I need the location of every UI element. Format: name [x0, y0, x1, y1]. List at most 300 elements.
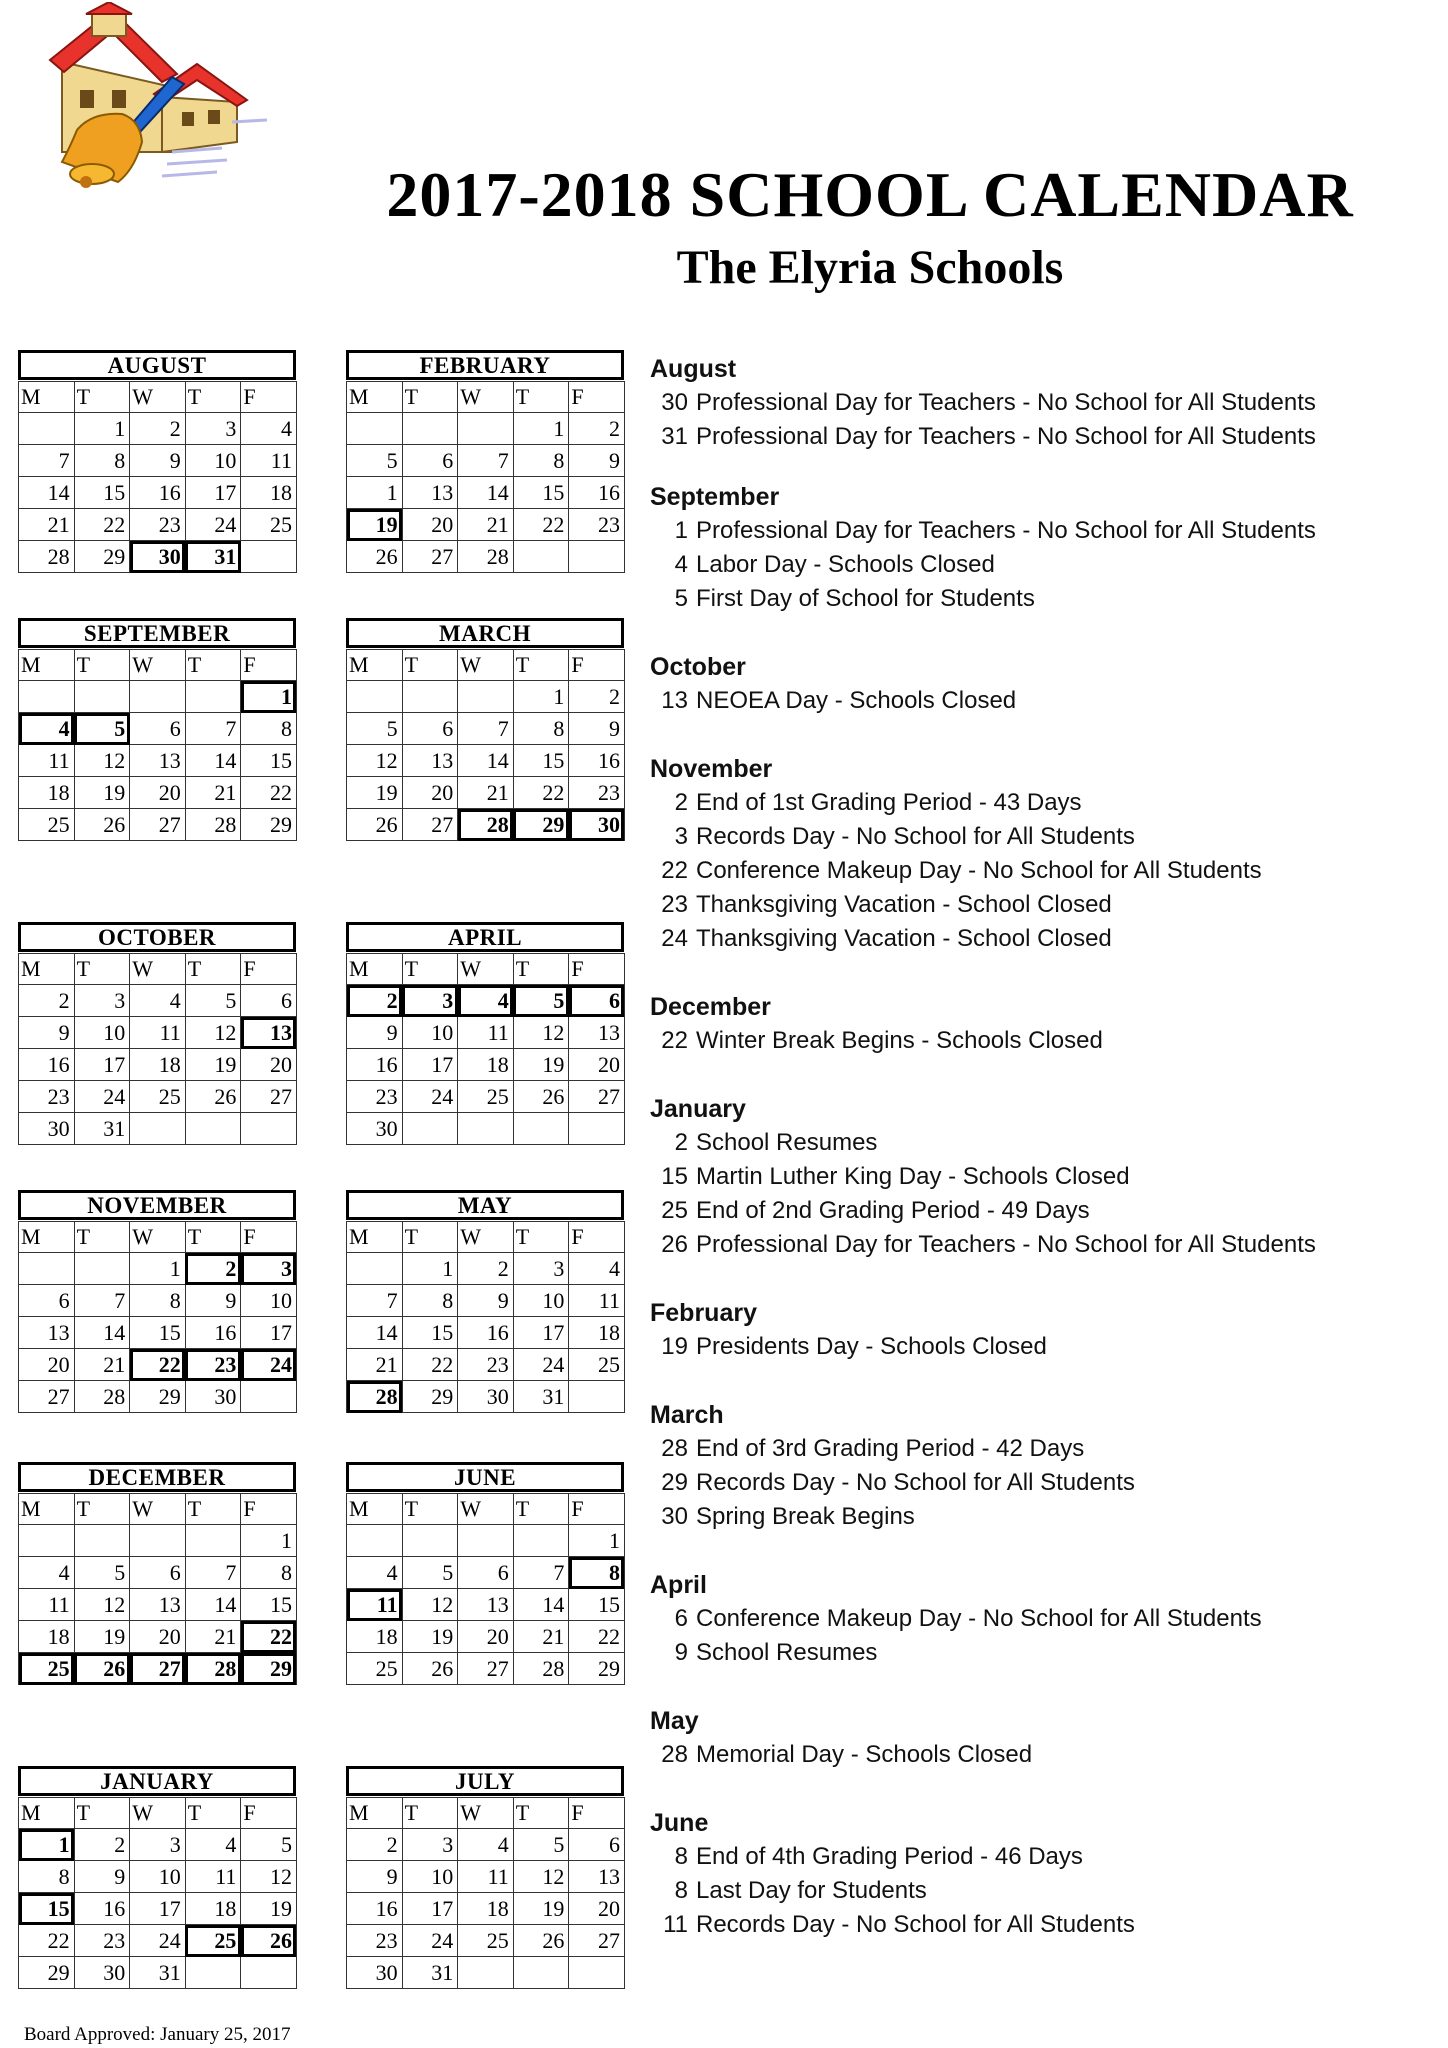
weekday-header: T: [74, 650, 130, 681]
day-cell: 28: [19, 541, 75, 573]
day-cell: 20: [458, 1621, 514, 1653]
weekday-header: M: [347, 1494, 403, 1525]
day-cell: 29: [402, 1381, 458, 1413]
day-cell: 29: [74, 541, 130, 573]
day-cell: 20: [130, 777, 186, 809]
event-text: Records Day - No School for All Students: [696, 823, 1135, 850]
month-title: JULY: [346, 1766, 624, 1796]
weekday-header: T: [402, 650, 458, 681]
day-cell: [347, 1253, 403, 1285]
day-cell: 1: [241, 1525, 297, 1557]
day-cell: 29: [569, 1653, 625, 1685]
day-cell: [185, 1525, 241, 1557]
weekday-header: W: [130, 382, 186, 413]
event-group-september: [650, 480, 1430, 616]
day-cell: 12: [347, 745, 403, 777]
weekday-header: W: [130, 1798, 186, 1829]
day-cell: 19: [402, 1621, 458, 1653]
day-cell: 20: [402, 509, 458, 541]
day-cell: 18: [241, 477, 297, 509]
event-day: 1: [674, 517, 688, 544]
month-grid: [18, 1493, 297, 1685]
weekday-header: T: [185, 1494, 241, 1525]
day-cell: 19: [513, 1893, 569, 1925]
event-day: 22: [661, 857, 688, 884]
day-cell: 17: [185, 477, 241, 509]
event-item: [650, 1194, 1430, 1228]
day-cell: 1: [569, 1525, 625, 1557]
event-text: Presidents Day - Schools Closed: [696, 1333, 1047, 1360]
day-cell: [458, 1957, 514, 1989]
event-group-may: [650, 1704, 1430, 1772]
event-item: [650, 1738, 1430, 1772]
day-cell: 7: [185, 1557, 241, 1589]
weekday-header: M: [19, 1222, 75, 1253]
day-cell: 1: [130, 1253, 186, 1285]
day-cell: 18: [19, 777, 75, 809]
day-cell: 7: [513, 1557, 569, 1589]
month-march: [346, 618, 624, 841]
weekday-header: M: [19, 650, 75, 681]
weekday-header: T: [513, 1222, 569, 1253]
day-cell: 25: [185, 1925, 241, 1957]
day-cell: 13: [402, 745, 458, 777]
weekday-header: W: [458, 650, 514, 681]
day-cell: 6: [569, 1829, 625, 1861]
month-april: [346, 922, 624, 1145]
day-cell: 2: [458, 1253, 514, 1285]
day-cell: 27: [241, 1081, 297, 1113]
day-cell: 6: [130, 1557, 186, 1589]
day-cell: 25: [347, 1653, 403, 1685]
day-cell: 11: [19, 1589, 75, 1621]
month-grid: [18, 649, 297, 841]
day-cell: 19: [185, 1049, 241, 1081]
event-day: 5: [674, 585, 688, 612]
day-cell: 6: [402, 713, 458, 745]
day-cell: 27: [130, 809, 186, 841]
day-cell: [513, 1113, 569, 1145]
event-group-april: [650, 1568, 1430, 1670]
weekday-header: F: [569, 1798, 625, 1829]
event-item: [650, 1840, 1430, 1874]
day-cell: 21: [458, 777, 514, 809]
day-cell: 13: [458, 1589, 514, 1621]
month-title: OCTOBER: [18, 922, 296, 952]
day-cell: 6: [402, 445, 458, 477]
event-item: [650, 854, 1430, 888]
day-cell: 22: [569, 1621, 625, 1653]
day-cell: 31: [513, 1381, 569, 1413]
day-cell: 27: [569, 1081, 625, 1113]
day-cell: 2: [130, 413, 186, 445]
day-cell: 2: [347, 1829, 403, 1861]
day-cell: 31: [130, 1957, 186, 1989]
day-cell: 15: [569, 1589, 625, 1621]
day-cell: 21: [19, 509, 75, 541]
day-cell: 27: [569, 1925, 625, 1957]
day-cell: 23: [19, 1081, 75, 1113]
day-cell: 13: [130, 1589, 186, 1621]
day-cell: 8: [513, 713, 569, 745]
event-day: 15: [661, 1163, 688, 1190]
day-cell: [513, 1957, 569, 1989]
day-cell: 25: [19, 809, 75, 841]
day-cell: 3: [74, 985, 130, 1017]
event-day: 8: [674, 1843, 688, 1870]
day-cell: 23: [185, 1349, 241, 1381]
day-cell: 8: [402, 1285, 458, 1317]
day-cell: 21: [347, 1349, 403, 1381]
day-cell: [347, 681, 403, 713]
day-cell: 8: [513, 445, 569, 477]
month-grid: [346, 1493, 625, 1685]
day-cell: 25: [241, 509, 297, 541]
day-cell: 6: [458, 1557, 514, 1589]
day-cell: 11: [130, 1017, 186, 1049]
day-cell: 25: [569, 1349, 625, 1381]
day-cell: 7: [74, 1285, 130, 1317]
day-cell: 15: [513, 745, 569, 777]
day-cell: 12: [74, 1589, 130, 1621]
day-cell: 8: [19, 1861, 75, 1893]
month-august: [18, 350, 296, 573]
day-cell: 1: [347, 477, 403, 509]
day-cell: 11: [569, 1285, 625, 1317]
month-title: AUGUST: [18, 350, 296, 380]
day-cell: 4: [458, 1829, 514, 1861]
day-cell: 12: [185, 1017, 241, 1049]
day-cell: 22: [130, 1349, 186, 1381]
day-cell: 21: [185, 777, 241, 809]
day-cell: 1: [402, 1253, 458, 1285]
event-month-heading: May: [650, 1707, 699, 1735]
weekday-header: W: [458, 954, 514, 985]
day-cell: [185, 1113, 241, 1145]
event-item: [650, 1602, 1430, 1636]
weekday-header: T: [185, 1222, 241, 1253]
day-cell: 7: [458, 713, 514, 745]
day-cell: 23: [74, 1925, 130, 1957]
weekday-header: M: [347, 1798, 403, 1829]
day-cell: 14: [458, 477, 514, 509]
weekday-header: F: [569, 1494, 625, 1525]
weekday-header: M: [19, 1494, 75, 1525]
weekday-header: W: [458, 382, 514, 413]
event-day: 13: [661, 687, 688, 714]
day-cell: 10: [402, 1861, 458, 1893]
weekday-header: T: [185, 650, 241, 681]
month-title: DECEMBER: [18, 1462, 296, 1492]
day-cell: 23: [458, 1349, 514, 1381]
day-cell: 26: [74, 809, 130, 841]
event-day: 31: [661, 423, 688, 450]
day-cell: 27: [130, 1653, 186, 1685]
event-item: [650, 420, 1430, 454]
month-calendars: [0, 0, 640, 2048]
month-november: [18, 1190, 296, 1413]
month-february: [346, 350, 624, 573]
day-cell: 20: [569, 1893, 625, 1925]
event-item: [650, 1874, 1430, 1908]
day-cell: 19: [347, 777, 403, 809]
event-day: 4: [674, 551, 688, 578]
day-cell: 1: [513, 413, 569, 445]
weekday-header: T: [74, 1222, 130, 1253]
day-cell: 25: [458, 1081, 514, 1113]
day-cell: [241, 1381, 297, 1413]
event-month-heading: August: [650, 355, 737, 383]
day-cell: [74, 1253, 130, 1285]
day-cell: 8: [130, 1285, 186, 1317]
event-group-january: [650, 1092, 1430, 1262]
day-cell: [458, 413, 514, 445]
weekday-header: F: [241, 1494, 297, 1525]
event-item: [650, 1160, 1430, 1194]
day-cell: 21: [185, 1621, 241, 1653]
event-day: 28: [661, 1741, 688, 1768]
day-cell: 5: [185, 985, 241, 1017]
day-cell: 17: [74, 1049, 130, 1081]
weekday-header: F: [241, 1222, 297, 1253]
day-cell: 2: [19, 985, 75, 1017]
day-cell: 2: [569, 413, 625, 445]
day-cell: 16: [130, 477, 186, 509]
event-text: Records Day - No School for All Students: [696, 1911, 1135, 1938]
event-item: [650, 1908, 1430, 1942]
month-title: MARCH: [346, 618, 624, 648]
day-cell: [19, 1525, 75, 1557]
weekday-header: T: [402, 382, 458, 413]
day-cell: 5: [347, 445, 403, 477]
day-cell: 8: [241, 713, 297, 745]
event-text: Thanksgiving Vacation - School Closed: [696, 925, 1112, 952]
month-title: JUNE: [346, 1462, 624, 1492]
weekday-header: T: [513, 1494, 569, 1525]
weekday-header: F: [241, 954, 297, 985]
day-cell: 5: [513, 985, 569, 1017]
day-cell: 12: [513, 1017, 569, 1049]
day-cell: 17: [402, 1049, 458, 1081]
event-item: [650, 1636, 1430, 1670]
event-item: [650, 1466, 1430, 1500]
month-january: [18, 1766, 296, 1989]
day-cell: 26: [347, 809, 403, 841]
weekday-header: F: [241, 1798, 297, 1829]
day-cell: 16: [185, 1317, 241, 1349]
day-cell: 17: [513, 1317, 569, 1349]
day-cell: [241, 1957, 297, 1989]
weekday-header: W: [130, 1222, 186, 1253]
weekday-header: T: [185, 382, 241, 413]
event-group-november: [650, 752, 1430, 956]
day-cell: 2: [347, 985, 403, 1017]
day-cell: [402, 1113, 458, 1145]
day-cell: 14: [185, 1589, 241, 1621]
day-cell: 16: [347, 1049, 403, 1081]
day-cell: 16: [458, 1317, 514, 1349]
event-text: End of 1st Grading Period - 43 Days: [696, 789, 1082, 816]
day-cell: 4: [241, 413, 297, 445]
event-text: Professional Day for Teachers - No School for All Students: [696, 517, 1316, 544]
day-cell: 5: [241, 1829, 297, 1861]
day-cell: 24: [402, 1925, 458, 1957]
day-cell: 9: [130, 445, 186, 477]
day-cell: 31: [185, 541, 241, 573]
day-cell: 29: [241, 809, 297, 841]
event-item: [650, 582, 1430, 616]
event-day: 2: [674, 1129, 688, 1156]
day-cell: 4: [19, 1557, 75, 1589]
day-cell: 4: [347, 1557, 403, 1589]
event-day: 30: [661, 389, 688, 416]
day-cell: 23: [569, 777, 625, 809]
weekday-header: T: [513, 650, 569, 681]
day-cell: 10: [513, 1285, 569, 1317]
day-cell: 15: [241, 1589, 297, 1621]
weekday-header: T: [513, 1798, 569, 1829]
day-cell: 24: [130, 1925, 186, 1957]
event-item: [650, 1432, 1430, 1466]
day-cell: 15: [513, 477, 569, 509]
day-cell: 9: [569, 445, 625, 477]
day-cell: 18: [347, 1621, 403, 1653]
event-month-heading: March: [650, 1401, 724, 1429]
month-grid: [18, 953, 297, 1145]
day-cell: 29: [130, 1381, 186, 1413]
day-cell: 16: [569, 745, 625, 777]
day-cell: 15: [130, 1317, 186, 1349]
day-cell: 4: [569, 1253, 625, 1285]
event-day: 11: [663, 1911, 688, 1938]
day-cell: [241, 1113, 297, 1145]
day-cell: 27: [402, 541, 458, 573]
day-cell: 22: [513, 509, 569, 541]
event-item: [650, 786, 1430, 820]
event-item: [650, 1126, 1430, 1160]
day-cell: 9: [569, 713, 625, 745]
day-cell: 11: [458, 1861, 514, 1893]
day-cell: 14: [458, 745, 514, 777]
day-cell: 10: [74, 1017, 130, 1049]
day-cell: 30: [130, 541, 186, 573]
day-cell: 23: [347, 1081, 403, 1113]
day-cell: 6: [130, 713, 186, 745]
event-item: [650, 820, 1430, 854]
event-text: Professional Day for Teachers - No School for All Students: [696, 389, 1316, 416]
event-day: 30: [661, 1503, 688, 1530]
day-cell: 29: [241, 1653, 297, 1685]
weekday-header: W: [458, 1494, 514, 1525]
event-day: 24: [661, 925, 688, 952]
day-cell: 30: [19, 1113, 75, 1145]
day-cell: 28: [347, 1381, 403, 1413]
event-text: Conference Makeup Day - No School for All Students: [696, 1605, 1262, 1632]
day-cell: 11: [347, 1589, 403, 1621]
day-cell: 7: [19, 445, 75, 477]
day-cell: 18: [458, 1893, 514, 1925]
day-cell: 26: [513, 1925, 569, 1957]
day-cell: 9: [185, 1285, 241, 1317]
day-cell: 8: [241, 1557, 297, 1589]
event-day: 22: [661, 1027, 688, 1054]
day-cell: 24: [402, 1081, 458, 1113]
day-cell: [458, 1525, 514, 1557]
day-cell: 9: [347, 1017, 403, 1049]
month-title: APRIL: [346, 922, 624, 952]
day-cell: 8: [569, 1557, 625, 1589]
event-text: School Resumes: [696, 1639, 878, 1666]
day-cell: 10: [185, 445, 241, 477]
month-title: FEBRUARY: [346, 350, 624, 380]
day-cell: 19: [74, 1621, 130, 1653]
weekday-header: F: [569, 382, 625, 413]
day-cell: 22: [241, 1621, 297, 1653]
event-text: Professional Day for Teachers - No School for All Students: [696, 423, 1316, 450]
event-month-heading: January: [650, 1095, 746, 1123]
day-cell: [241, 541, 297, 573]
weekday-header: T: [74, 382, 130, 413]
weekday-header: M: [19, 1798, 75, 1829]
month-grid: [346, 1797, 625, 1989]
event-text: NEOEA Day - Schools Closed: [696, 687, 1017, 714]
event-month-heading: June: [650, 1809, 709, 1837]
month-grid: [346, 1221, 625, 1413]
day-cell: 22: [74, 509, 130, 541]
event-day: 29: [661, 1469, 688, 1496]
day-cell: 31: [74, 1113, 130, 1145]
day-cell: 10: [130, 1861, 186, 1893]
day-cell: 20: [402, 777, 458, 809]
day-cell: 9: [458, 1285, 514, 1317]
weekday-header: W: [458, 1222, 514, 1253]
event-item: [650, 386, 1430, 420]
day-cell: [402, 413, 458, 445]
weekday-header: T: [513, 954, 569, 985]
event-text: End of 2nd Grading Period - 49 Days: [696, 1197, 1090, 1224]
day-cell: 28: [74, 1381, 130, 1413]
day-cell: 24: [185, 509, 241, 541]
day-cell: 26: [185, 1081, 241, 1113]
day-cell: 30: [458, 1381, 514, 1413]
day-cell: 30: [185, 1381, 241, 1413]
day-cell: 24: [513, 1349, 569, 1381]
event-item: [650, 888, 1430, 922]
event-day: 23: [661, 891, 688, 918]
day-cell: 4: [185, 1829, 241, 1861]
day-cell: [74, 681, 130, 713]
event-item: [650, 1228, 1430, 1262]
day-cell: 13: [402, 477, 458, 509]
event-group-february: [650, 1296, 1430, 1364]
day-cell: [130, 681, 186, 713]
day-cell: 16: [19, 1049, 75, 1081]
day-cell: 11: [185, 1861, 241, 1893]
event-text: Records Day - No School for All Students: [696, 1469, 1135, 1496]
day-cell: 14: [347, 1317, 403, 1349]
day-cell: [458, 681, 514, 713]
weekday-header: T: [402, 1222, 458, 1253]
day-cell: 7: [347, 1285, 403, 1317]
weekday-header: M: [347, 382, 403, 413]
day-cell: 21: [74, 1349, 130, 1381]
weekday-header: M: [347, 650, 403, 681]
day-cell: 23: [569, 509, 625, 541]
day-cell: 10: [402, 1017, 458, 1049]
day-cell: 19: [513, 1049, 569, 1081]
day-cell: 5: [74, 1557, 130, 1589]
event-text: Martin Luther King Day - Schools Closed: [696, 1163, 1130, 1190]
